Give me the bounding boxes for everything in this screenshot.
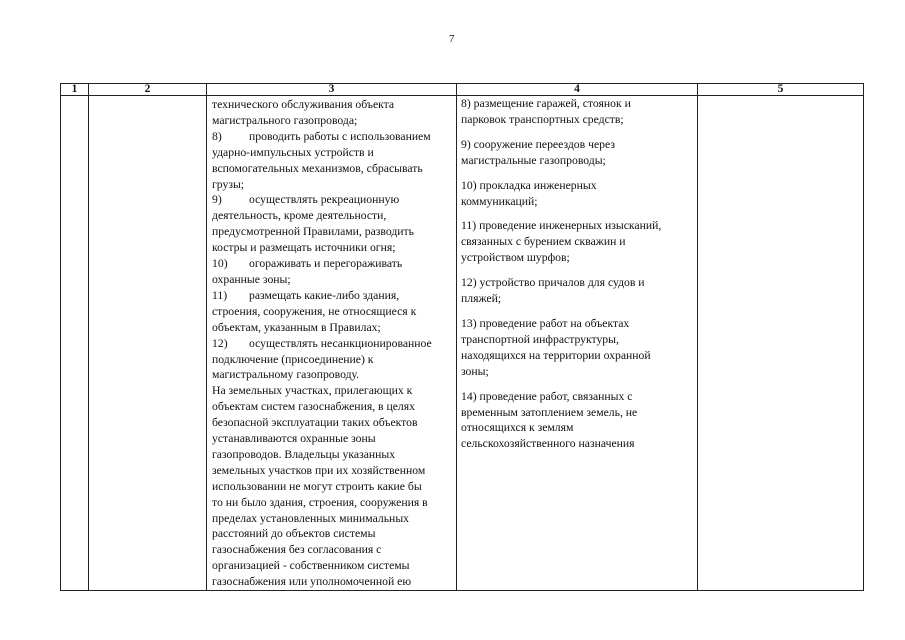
- column-header-5: 5: [698, 84, 864, 96]
- text-line: [212, 256, 454, 272]
- text-line: [212, 447, 454, 463]
- text-line: [212, 399, 454, 415]
- line-text: использовании не могут строить какие бы: [212, 479, 422, 493]
- list-item: [461, 316, 693, 380]
- text-line: [212, 320, 454, 336]
- line-text: устройством шурфов;: [461, 251, 570, 265]
- line-text: безопасной эксплуатации таких объектов: [212, 416, 418, 430]
- line-text: 11) проведение инженерных изысканий,: [461, 219, 662, 233]
- document-table: [60, 83, 864, 591]
- line-text: земельных участков при их хозяйственном: [212, 463, 426, 477]
- text-line: [212, 415, 454, 431]
- cell-col-4-permitted-works: [457, 96, 698, 591]
- text-line: [212, 495, 454, 511]
- text-line: [212, 574, 454, 590]
- text-line: [212, 177, 454, 193]
- text-line: [212, 145, 454, 161]
- text-line: [212, 161, 454, 177]
- text-line: [212, 129, 454, 145]
- line-text: костры и размещать источники огня;: [212, 241, 396, 255]
- column-header-3: 3: [207, 84, 457, 96]
- list-item: [461, 137, 693, 169]
- line-text: магистральному газопроводу.: [212, 368, 360, 382]
- line-text: На земельных участках, прилегающих к: [212, 384, 413, 398]
- line-text: 10) прокладка инженерных: [461, 178, 597, 192]
- line-text: осуществлять рекреационную: [249, 193, 400, 207]
- line-text: осуществлять несанкционированное: [249, 336, 432, 350]
- line-text: вспомогательных механизмов, сбрасывать: [212, 161, 423, 175]
- text-line: [212, 479, 454, 495]
- line-text: то ни было здания, строения, сооружения в: [212, 495, 428, 509]
- line-text: 13) проведение работ на объектах: [461, 316, 630, 330]
- text-line: [212, 463, 454, 479]
- text-line: [212, 113, 454, 129]
- cell-col-5: [698, 96, 864, 591]
- line-text: 9) сооружение переездов через: [461, 137, 615, 151]
- line-text: сельскохозяйственного назначения: [461, 437, 635, 451]
- text-line: [212, 272, 454, 288]
- line-text: грузы;: [212, 177, 245, 191]
- item-number: 10): [212, 257, 228, 271]
- list-item: [461, 389, 693, 453]
- line-text: парковок транспортных средств;: [461, 112, 624, 126]
- column-header-4: 4: [457, 84, 698, 96]
- list-item: [461, 218, 693, 266]
- cell-col-2: [89, 96, 207, 591]
- line-text: временным затоплением земель, не: [461, 405, 638, 419]
- text-line: [212, 526, 454, 542]
- item-number: 12): [212, 336, 228, 350]
- line-text: организацией - собственником системы: [212, 559, 410, 573]
- line-text: магистрального газопровода;: [212, 113, 358, 127]
- line-text: относящихся к землям: [461, 421, 574, 435]
- text-line: [212, 97, 454, 113]
- text-line: [212, 367, 454, 383]
- line-text: деятельность, кроме деятельности,: [212, 209, 387, 223]
- item-number: 8): [212, 129, 222, 143]
- line-text: расстояний до объектов системы: [212, 527, 376, 541]
- list-item: [461, 178, 693, 210]
- page-number: 7: [449, 33, 455, 45]
- line-text: охранные зоны;: [212, 272, 291, 286]
- cell-col-3-restrictions: [207, 96, 457, 591]
- cell-col-1: [61, 96, 89, 591]
- text-line: [212, 240, 454, 256]
- line-text: газоснабжения или уполномоченной ею: [212, 575, 412, 589]
- text-line: [212, 383, 454, 399]
- line-text: 14) проведение работ, связанных с: [461, 389, 633, 403]
- line-text: предусмотренной Правилами, разводить: [212, 225, 414, 239]
- line-text: связанных с бурением скважин и: [461, 235, 626, 249]
- line-text: размещать какие-либо здания,: [249, 288, 400, 302]
- column-header-1: 1: [61, 84, 89, 96]
- list-item: [461, 275, 693, 307]
- line-text: подключение (присоединение) к: [212, 352, 374, 366]
- line-text: зоны;: [461, 364, 489, 378]
- text-line: [212, 558, 454, 574]
- line-text: газоснабжения без согласования с: [212, 543, 382, 557]
- table-row: [61, 96, 864, 591]
- item-number: 9): [212, 193, 222, 207]
- line-text: проводить работы с использованием: [249, 129, 431, 143]
- line-text: магистральные газопроводы;: [461, 153, 606, 167]
- line-text: объектам, указанным в Правилах;: [212, 320, 381, 334]
- text-line: [212, 431, 454, 447]
- text-line: [212, 304, 454, 320]
- line-text: огораживать и перегораживать: [249, 257, 403, 271]
- line-text: объектам систем газоснабжения, в целях: [212, 400, 415, 414]
- line-text: устанавливаются охранные зоны: [212, 432, 376, 446]
- line-text: газопроводов. Владельцы указанных: [212, 447, 396, 461]
- line-text: пляжей;: [461, 292, 502, 306]
- text-line: [212, 336, 454, 352]
- text-line: [212, 352, 454, 368]
- text-line: [212, 542, 454, 558]
- line-text: находящихся на территории охранной: [461, 348, 651, 362]
- table-header-row: [61, 84, 864, 96]
- line-text: ударно-импульсных устройств и: [212, 145, 374, 159]
- line-text: 12) устройство причалов для судов и: [461, 276, 645, 290]
- text-line: [212, 224, 454, 240]
- list-item: [461, 96, 693, 128]
- text-line: [212, 288, 454, 304]
- line-text: технического обслуживания объекта: [212, 98, 395, 111]
- text-line: [212, 192, 454, 208]
- text-line: [212, 208, 454, 224]
- line-text: пределах установленных минимальных: [212, 511, 410, 525]
- line-text: коммуникаций;: [461, 194, 538, 208]
- column-header-2: 2: [89, 84, 207, 96]
- text-line: [212, 511, 454, 527]
- line-text: транспортной инфраструктуры,: [461, 332, 619, 346]
- line-text: 8) размещение гаражей, стоянок и: [461, 97, 631, 110]
- line-text: строения, сооружения, не относящиеся к: [212, 304, 417, 318]
- item-number: 11): [212, 288, 228, 302]
